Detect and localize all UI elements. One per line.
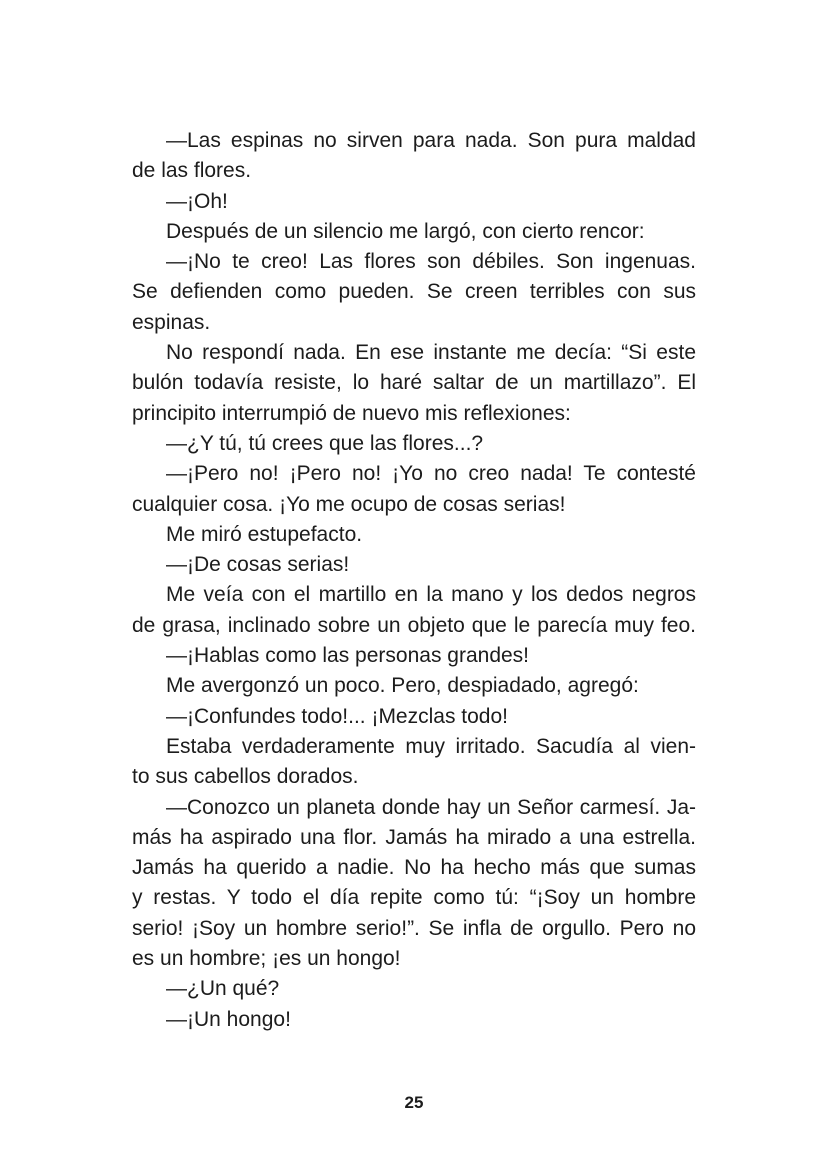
text-line: Jamás ha querido a nadie. No ha hecho más que sumas — [132, 856, 696, 880]
text-line: —Las espinas no sirven para nada. Son pura maldad — [166, 129, 696, 152]
body-text — [132, 126, 696, 1035]
page-number: 25 — [404, 1093, 424, 1112]
text-line: de las flores. — [132, 159, 252, 183]
text-line: —¡No te creo! Las flores son débiles. Son ingenuas. — [166, 250, 696, 274]
text-line: —¡Pero no! ¡Pero no! ¡Yo no creo nada! Te contesté — [166, 462, 696, 486]
text-line: No respondí nada. En ese instante me decía: “Si este — [166, 341, 696, 365]
text-line: —¡Confundes todo!... ¡Mezclas todo! — [166, 704, 508, 728]
text-line: es un hombre; ¡es un hongo! — [132, 947, 401, 971]
text-line: principito interrumpió de nuevo mis reflexiones: — [132, 401, 571, 425]
text-line: Después de un silencio me largó, con cierto rencor: — [166, 219, 645, 243]
text-line: to sus cabellos dorados. — [132, 765, 359, 789]
text-line: más ha aspirado una flor. Jamás ha mirado a una estrella. — [132, 825, 696, 849]
text-line: bulón todavía resiste, lo haré saltar de un martillazo”. El — [132, 371, 696, 395]
text-line: Me veía con el martillo en la mano y los dedos negros — [166, 583, 696, 607]
text-line: —¿Un qué? — [166, 977, 280, 1001]
text-line: Estaba verdaderamente muy irritado. Sacudía al vien- — [166, 734, 696, 758]
text-line: Me avergonzó un poco. Pero, despiadado, agregó: — [166, 674, 639, 698]
text-line: serio! ¡Soy un hombre serio!”. Se infla de orgullo. Pero no — [132, 916, 696, 940]
text-line: —¿Y tú, tú crees que las flores...? — [166, 431, 484, 455]
text-line: —¡Un hongo! — [166, 1007, 291, 1031]
text-line: Me miró estupefacto. — [166, 522, 363, 546]
text-line: —¡Oh! — [166, 189, 228, 213]
text-line: Se defienden como pueden. Se creen terribles con sus — [132, 280, 696, 304]
text-line: cualquier cosa. ¡Yo me ocupo de cosas serias! — [132, 492, 566, 516]
text-line: espinas. — [132, 310, 211, 334]
text-line: de grasa, inclinado sobre un objeto que le parecía muy feo. — [132, 613, 696, 637]
text-line: y restas. Y todo el día repite como tú: “¡Soy un hombre — [132, 886, 696, 910]
text-line: —Conozco un planeta donde hay un Señor carmesí. Ja- — [166, 795, 696, 819]
text-line: —¡De cosas serias! — [166, 553, 350, 577]
text-line: —¡Hablas como las personas grandes! — [166, 644, 530, 668]
